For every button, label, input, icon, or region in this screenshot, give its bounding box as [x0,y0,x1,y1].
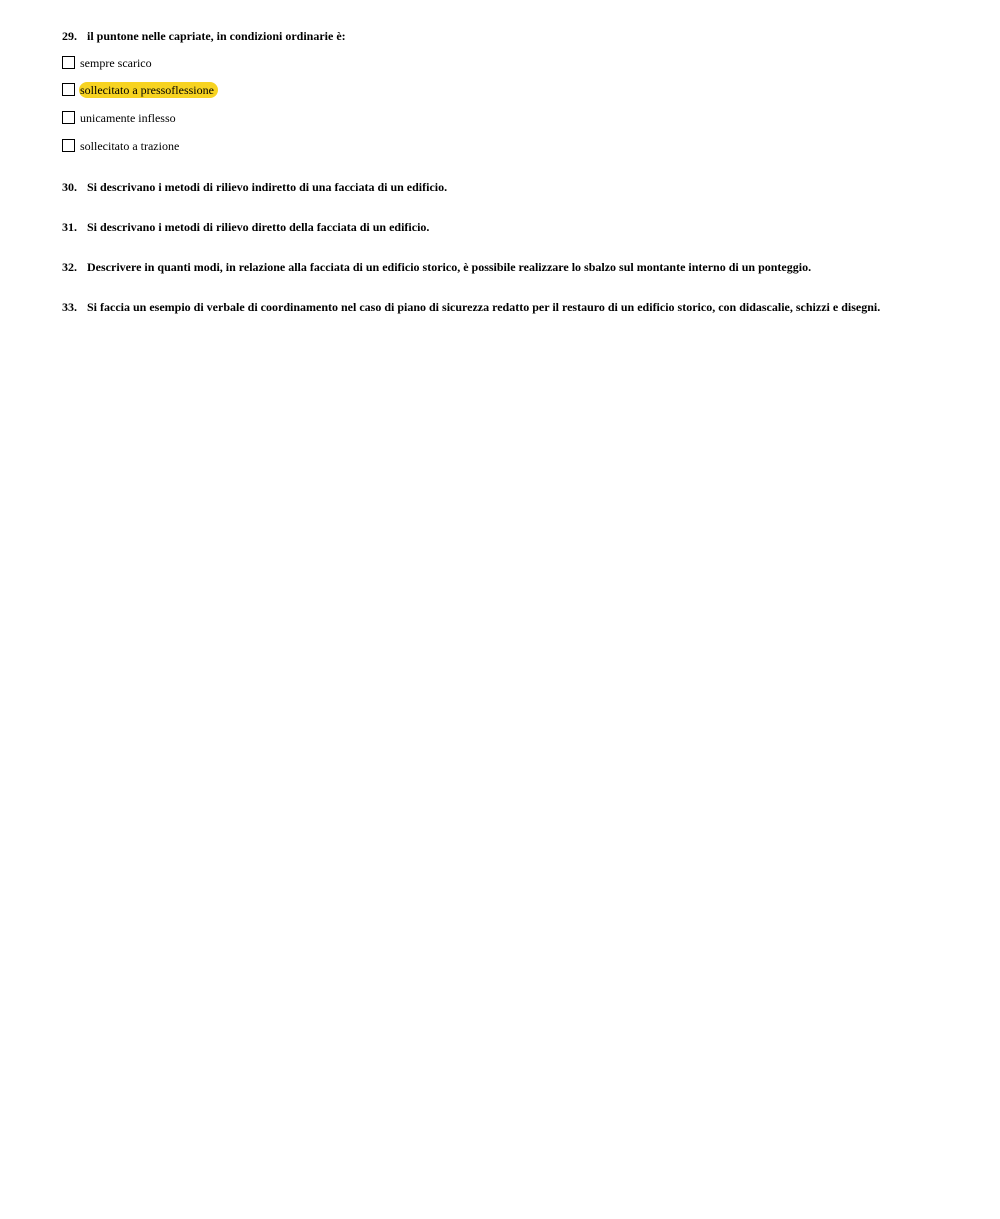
question-text: Descrivere in quanti modi, in relazione alla facciata di un edificio storico, è possibile realizzare lo sbalzo sul montante interno di un ponteggio. [87,260,812,274]
question-33 [62,299,880,315]
question-32 [62,259,811,275]
question-text: Si descrivano i metodi di rilievo diretto della facciata di un edificio. [87,220,430,234]
question-number: 30. [62,180,77,194]
question-text: Si faccia un esempio di verbale di coordinamento nel caso di piano di sicurezza redatto per il restauro di un edificio storico, con didascalie, schizzi e disegni. [87,300,881,314]
checkbox[interactable] [62,56,75,69]
checkbox[interactable] [62,139,75,152]
question-29 [62,28,346,44]
question-31 [62,219,429,235]
question-text: il puntone nelle capriate, in condizioni ordinarie è: [87,29,346,43]
option-label-highlighted: sollecitato a pressoflessione [79,82,218,98]
option-label: unicamente inflesso [80,111,176,125]
option-label: sollecitato a trazione [80,139,180,153]
option-label: sempre scarico [80,56,152,70]
question-number: 33. [62,300,77,314]
question-text: Si descrivano i metodi di rilievo indiretto di una facciata di un edificio. [87,180,448,194]
checkbox[interactable] [62,111,75,124]
checkbox[interactable] [62,83,75,96]
question-number: 32. [62,260,77,274]
question-30 [62,179,447,195]
question-number: 31. [62,220,77,234]
question-number: 29. [62,29,77,43]
